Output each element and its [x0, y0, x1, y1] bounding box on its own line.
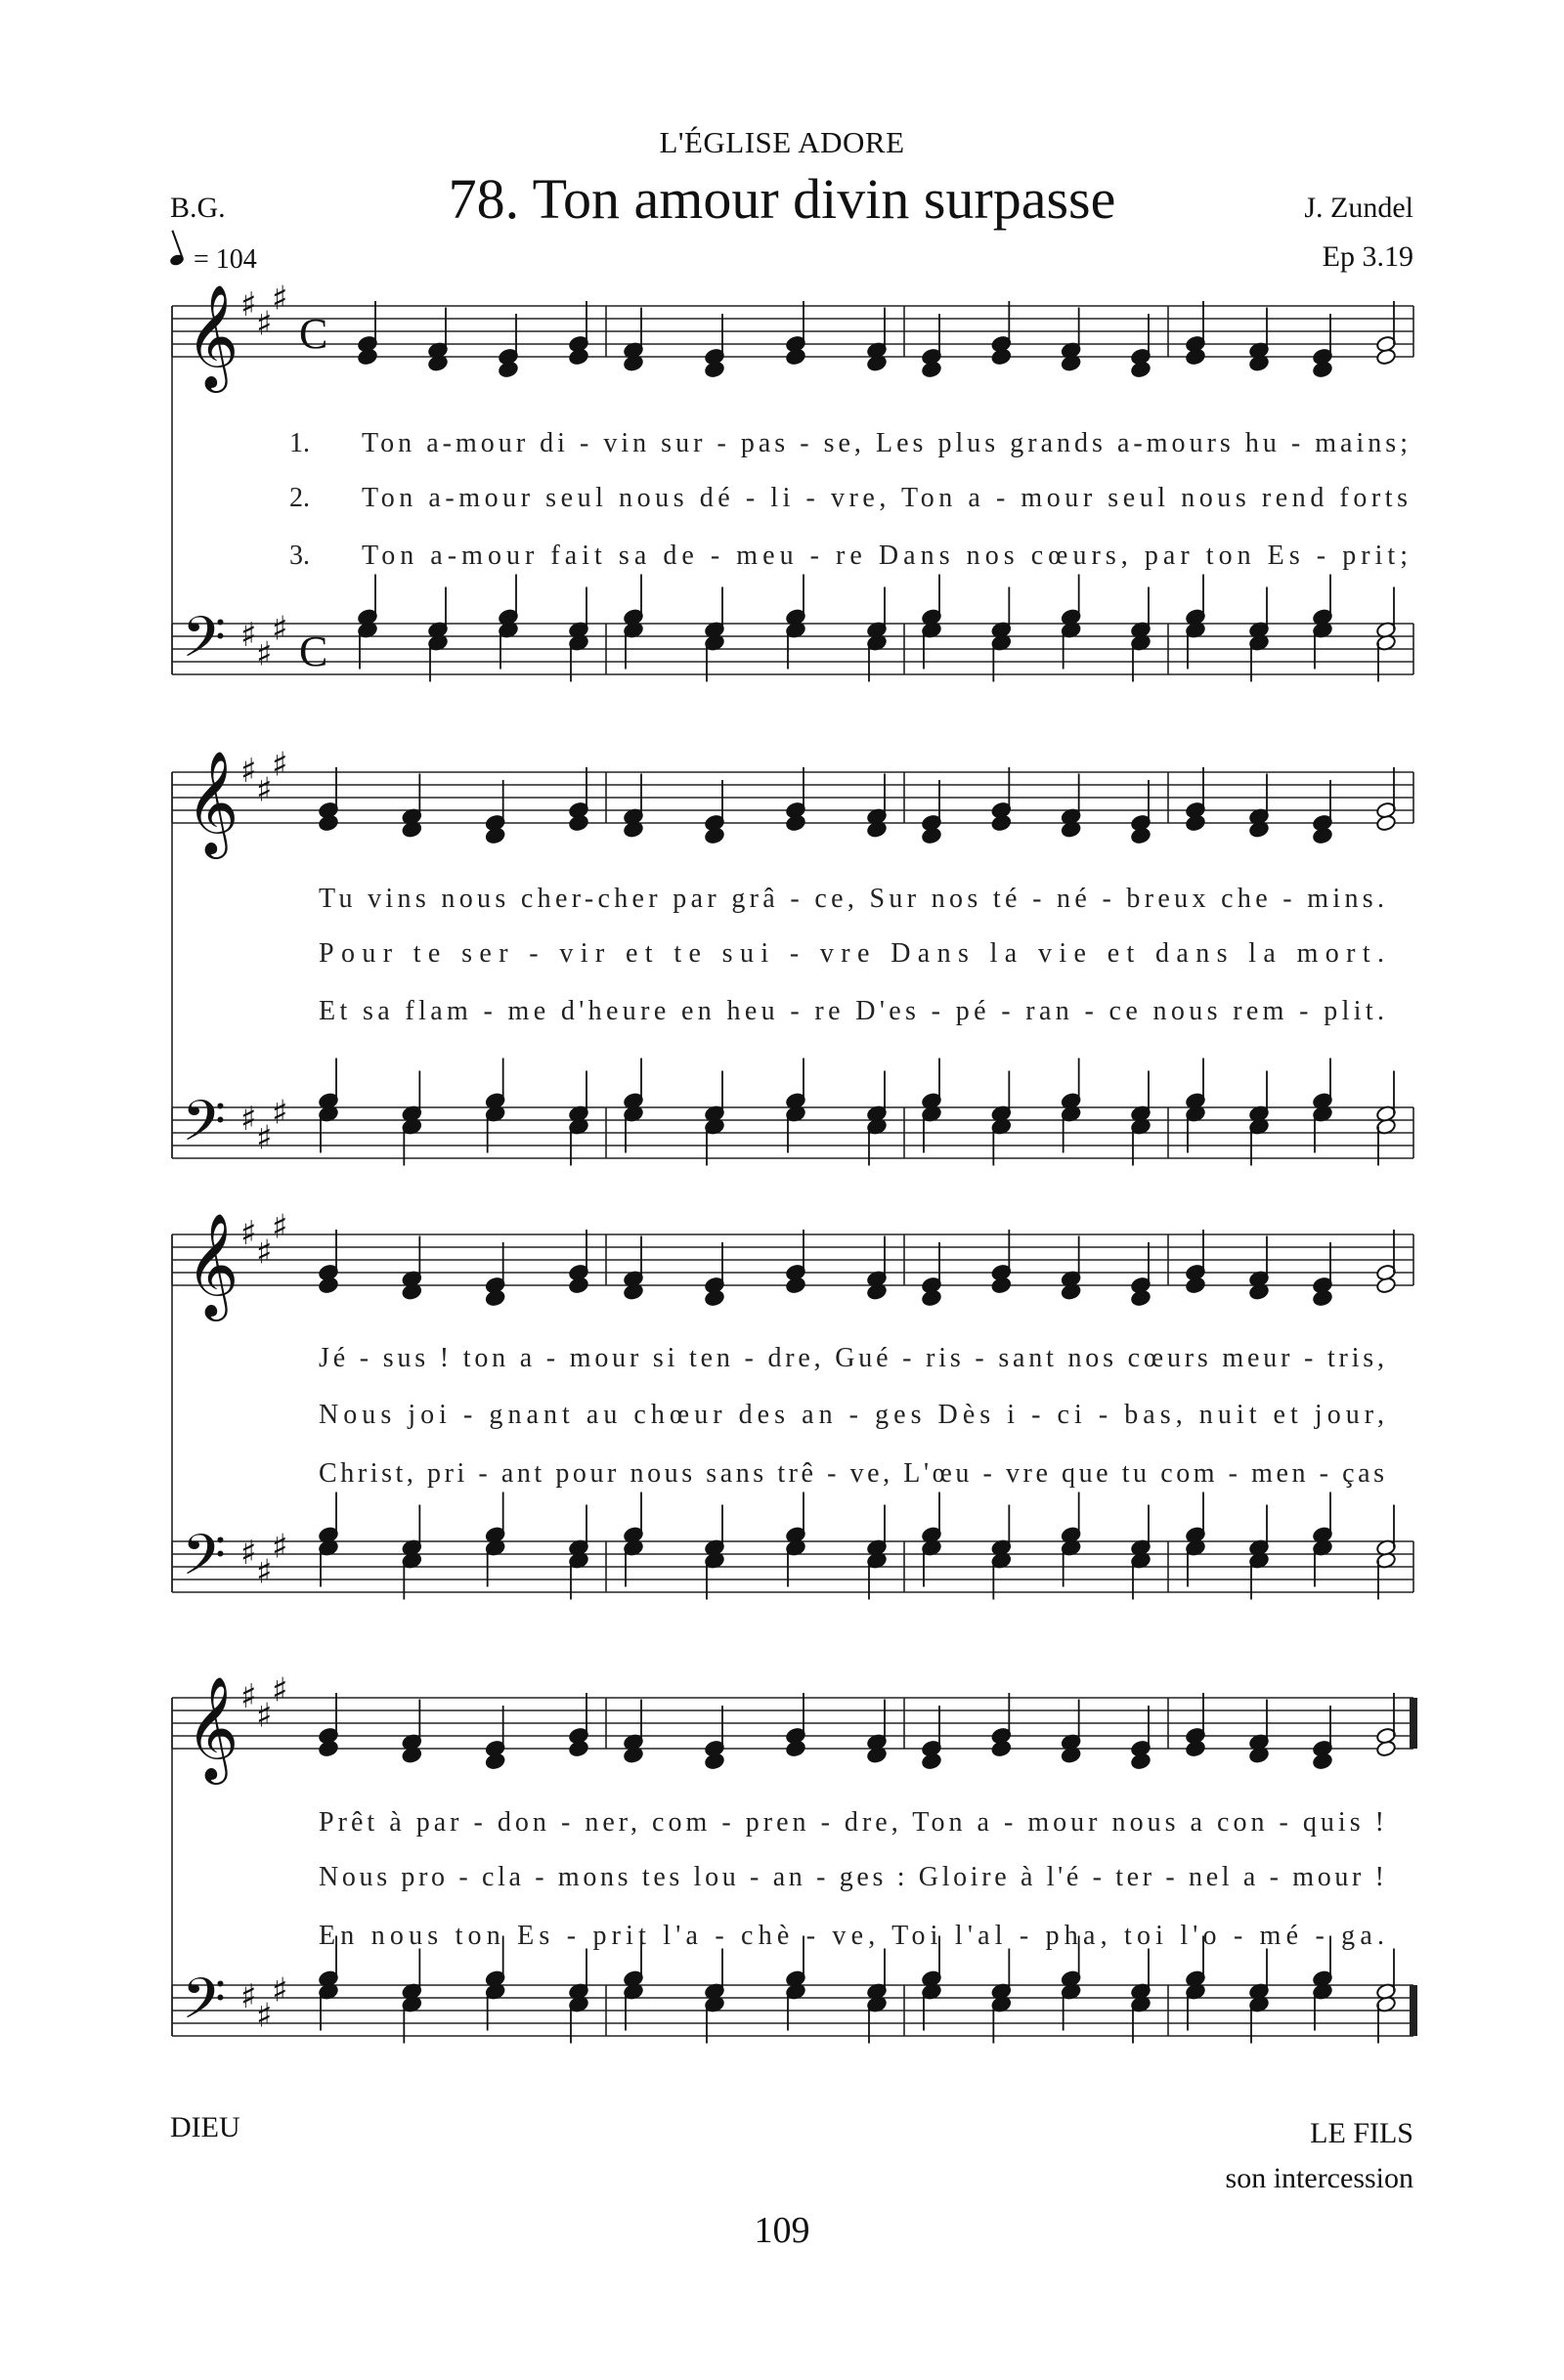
verse-number: 1.: [289, 428, 310, 458]
treble-clef-icon: 𝄞: [186, 750, 239, 854]
footer-category: DIEU: [170, 2111, 240, 2143]
sharp-icon: ♯: [256, 1233, 273, 1273]
bass-clef-icon: 𝄢: [182, 1522, 227, 1602]
lyric-line: Et sa flam - me d'heure en heu - re D'es - pé - ran - ce nous rem - plit.: [319, 996, 1385, 1026]
sharp-icon: ♯: [256, 1552, 273, 1592]
treble-clef-icon: 𝄞: [186, 283, 239, 388]
common-time-icon: C: [299, 627, 328, 675]
sharp-icon: ♯: [272, 745, 288, 785]
lyric-line: En nous ton Es - prit l'a - chè - ve, Toi l'al - pha, toi l'o - mé - ga.: [319, 1921, 1384, 1951]
sharp-icon: ♯: [240, 1534, 257, 1573]
lyric-line: Prêt à par - don - ner, com - pren - dre, Ton a - mour nous a con - quis !: [319, 1807, 1384, 1838]
lyric-line: Ton a-mour seul nous dé - li - vre, Ton a - mour seul nous rend forts: [362, 483, 1408, 513]
sharp-icon: ♯: [272, 1670, 288, 1710]
lyric-line: Nous pro - cla - mons tes lou - an - ges : Gloire à l'é - ter - nel a - mour !: [319, 1862, 1384, 1892]
sharp-icon: ♯: [240, 1977, 257, 2016]
bass-clef-icon: 𝄢: [182, 604, 227, 684]
sharp-icon: ♯: [240, 1214, 257, 1253]
verse-number: 3.: [289, 541, 310, 571]
footer-subcategory-detail: son intercession: [1225, 2162, 1413, 2194]
sharp-icon: ♯: [256, 1996, 273, 2036]
bass-clef-icon: 𝄢: [182, 1088, 227, 1168]
page-number: 109: [754, 2210, 810, 2251]
composer: J. Zundel: [1304, 192, 1413, 224]
scripture-reference: Ep 3.19: [1322, 240, 1413, 273]
lyric-line: Jé - sus ! ton a - mour si ten - dre, Gué - ris - sant nos cœurs meur - tris,: [319, 1343, 1385, 1373]
lyric-line: Ton a-mour fait sa de - meu - re Dans nos cœurs, par ton Es - prit;: [362, 541, 1409, 571]
verse-number: 2.: [289, 483, 310, 513]
lyric-line: Tu vins nous cher-cher par grâ - ce, Sur nos té - né - breux che - mins.: [319, 884, 1384, 914]
treble-clef-icon: 𝄞: [186, 1212, 239, 1317]
sharp-icon: ♯: [272, 1093, 288, 1133]
sharp-icon: ♯: [256, 634, 273, 674]
sharp-icon: ♯: [272, 1207, 288, 1247]
sharp-icon: ♯: [272, 279, 288, 319]
sharp-icon: ♯: [272, 609, 288, 649]
sharp-icon: ♯: [272, 1970, 288, 2011]
sharp-icon: ♯: [272, 1527, 288, 1567]
common-time-icon: C: [299, 310, 328, 358]
lyric-line: Pour te ser - vir et te sui - vre Dans la vie et dans la mort.: [319, 938, 1385, 969]
author-initials: B.G.: [170, 192, 226, 224]
lyric-line: Nous joi - gnant au chœur des an - ges Dès i - ci - bas, nuit et jour,: [319, 1400, 1385, 1430]
sharp-icon: ♯: [240, 616, 257, 655]
sharp-icon: ♯: [240, 752, 257, 791]
tempo-value: = 104: [194, 244, 257, 275]
hymn-title: 78. Ton amour divin surpasse: [448, 167, 1116, 231]
sharp-icon: ♯: [256, 1696, 273, 1736]
lyric-line: Ton a-mour di - vin sur - pas - se, Les plus grands a-mours hu - mains;: [362, 428, 1409, 458]
bass-clef-icon: 𝄢: [182, 1966, 227, 2046]
lyric-line: Christ, pri - ant pour nous sans trê - ve, L'œu - vre que tu com - men - ças: [319, 1458, 1384, 1489]
treble-clef-icon: 𝄞: [186, 1675, 239, 1780]
sharp-icon: ♯: [240, 1677, 257, 1716]
sharp-icon: ♯: [240, 285, 257, 325]
section-title: L'ÉGLISE ADORE: [659, 125, 905, 159]
sharp-icon: ♯: [240, 1100, 257, 1139]
sharp-icon: ♯: [256, 770, 273, 810]
sharp-icon: ♯: [256, 304, 273, 344]
sharp-icon: ♯: [256, 1118, 273, 1158]
footer-subcategory-title: LE FILS: [1310, 2117, 1413, 2149]
footer-subcategory: [1226, 2111, 1413, 2201]
